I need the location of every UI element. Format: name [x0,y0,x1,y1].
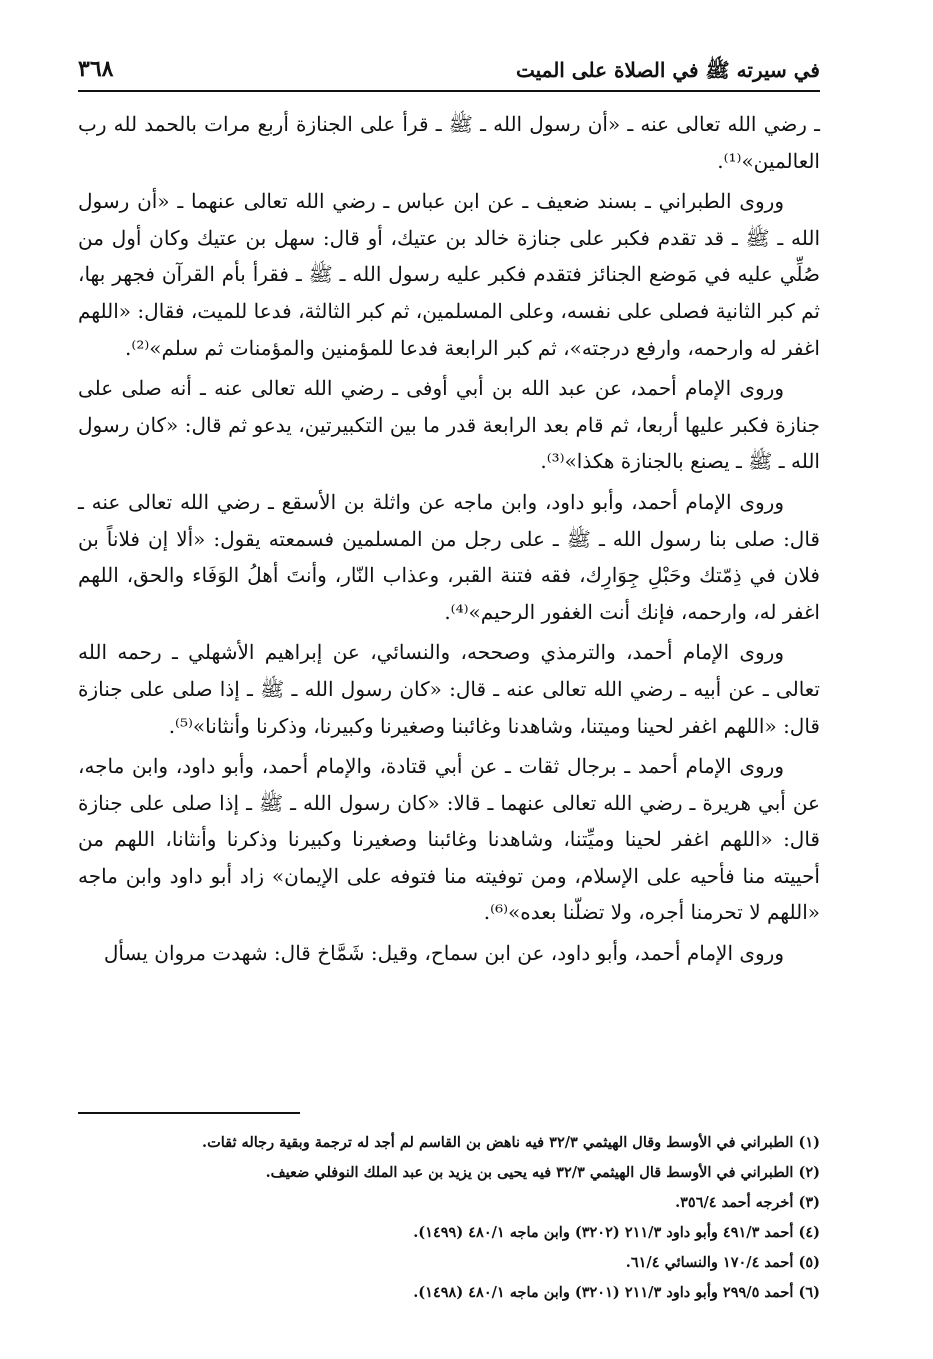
running-header [78,50,820,92]
page-number: ٣٦٨ [78,56,114,82]
book-page [78,50,820,1330]
footnote-separator [78,1112,300,1114]
paragraph: وروى الطبراني ـ بسند ضعيف ـ عن ابن عباس ـ رضي الله تعالى عنهما ـ «أن رسول الله ـ ﷺ ـ قد تقدم فكبر على جنازة خالد بن عتيك، أو قال: سهل بن عتيك وكان أول من صُلِّي عليه في مَوضع الجنائز فتقدم فكبر عليه رسول الله ـ ﷺ ـ فقرأ بأم القرآن فجهر بها، ثم كبر الثانية فصلى على نفسه، وعلى المسلمين، ثم كبر الثالثة، فدعا للميت، فقال: «اللهم اغفر له وارحمه، وارفع درجته»، ثم كبر الرابعة فدعا للمؤمنين والمؤمنات ثم سلم»⁽²⁾. [78,189,820,360]
header-title: في سيرته ﷺ في الصلاة على الميت [515,58,820,82]
footnote: (٤) أحمد ٤٩١/٣ وأبو داود ٢١١/٣ (٣٢٠٢) وابن ماجه ٤٨٠/١ (١٤٩٩). [413,1224,820,1241]
footnote: (٥) أحمد ١٧٠/٤ والنسائي ٦١/٤. [625,1254,820,1271]
paragraph: وروى الإمام أحمد، عن عبد الله بن أبي أوفى ـ رضي الله تعالى عنه ـ أنه صلى على جنازة فكبر عليها أربعا، ثم قام بعد الرابعة قدر ما بين التكبيرتين، يدعو ثم قال: «كان رسول الله ـ ﷺ ـ يصنع بالجنازة هكذا»⁽³⁾. [78,376,820,474]
footnotes [78,1128,820,1308]
footnote: (١) الطبراني في الأوسط وقال الهيثمي ٣٢/٣ فيه ناهض بن القاسم لم أجد له ترجمة وبقية رجاله ثقات. [202,1134,820,1151]
footnote: (٦) أحمد ٢٩٩/٥ وأبو داود ٢١١/٣ (٣٢٠١) وابن ماجه ٤٨٠/١ (١٤٩٨). [413,1284,820,1301]
paragraph: وروى الإمام أحمد، وأبو داود، عن ابن سماح، وقيل: شَمَّاخ قال: شهدت مروان يسأل [103,941,784,966]
footnote: (٣) أخرجه أحمد ٣٥٦/٤. [675,1194,820,1211]
paragraph: وروى الإمام أحمد ـ برجال ثقات ـ عن أبي قتادة، والإمام أحمد، وأبو داود، وابن ماجه، عن أبي هريرة ـ رضي الله تعالى عنهما ـ قالا: «كان رسول الله ـ ﷺ ـ إذا صلى على جنازة قال: «اللهم اغفر لحينا وميِّتنا، وشاهدنا وغائبنا وصغيرنا وكبيرنا وذكرنا وأنثانا، اللهم من أحييته منا فأحيه على الإسلام، ومن توفيته منا فتوفه على الإيمان» زاد أبو داود وابن ماجه «اللهم لا تحرمنا أجره، ولا تضلّنا بعده»⁽⁶⁾. [78,754,820,925]
paragraph: وروى الإمام أحمد، والترمذي وصححه، والنسائي، عن إبراهيم الأشهلي ـ رحمه الله تعالى ـ عن أبيه ـ رضي الله تعالى عنه ـ قال: «كان رسول الله ـ ﷺ ـ إذا صلى على جنازة قال: «اللهم اغفر لحينا وميتنا، وشاهدنا وغائبنا وصغيرنا وكبيرنا، وذكرنا وأنثانا»⁽⁵⁾. [78,640,820,738]
footnote: (٢) الطبراني في الأوسط قال الهيثمي ٣٢/٣ فيه يحيى بن يزيد بن عبد الملك النوفلي ضعيف. [265,1164,820,1181]
main-text [78,106,820,972]
paragraph: وروى الإمام أحمد، وأبو داود، وابن ماجه عن واثلة بن الأسقع ـ رضي الله تعالى عنه ـ قال: صلى بنا رسول الله ـ ﷺ ـ على رجل من المسلمين فسمعته يقول: «ألا إن فلاناً بن فلان في ذِمّتك وحَبْلِ جِوَارِك، فقه فتنة القبر، وعذاب النّار، وأنتَ أهلُ الوَفَاء والحق، اللهم اغفر له، وارحمه، فإنك أنت الغفور الرحيم»⁽⁴⁾. [78,489,820,624]
paragraph: ـ رضي الله تعالى عنه ـ «أن رسول الله ـ ﷺ ـ قرأ على الجنازة أربع مرات بالحمد لله رب العالمين»⁽¹⁾. [78,112,820,173]
